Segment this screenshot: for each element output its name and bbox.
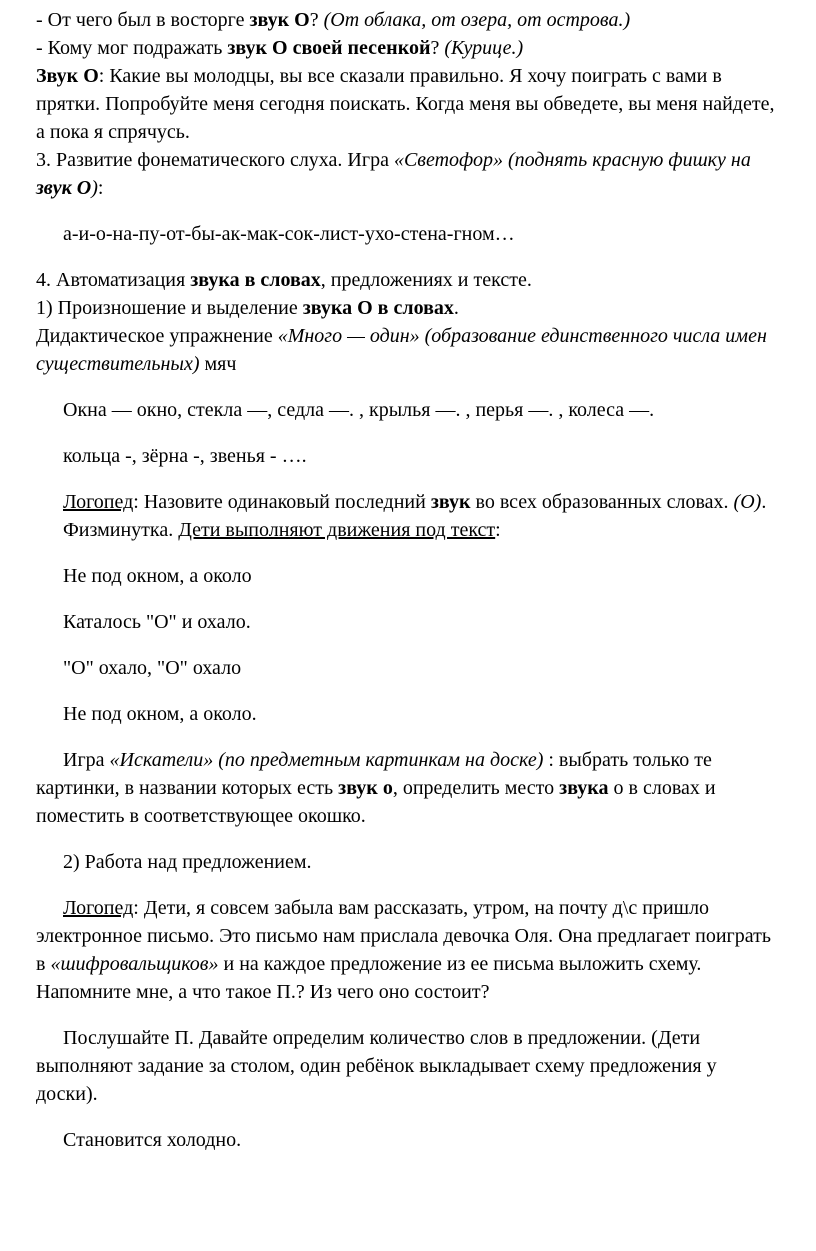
text-segment: (От облака, от озера, от острова.) <box>323 9 631 31</box>
text-segment: , предложениях и тексте. <box>320 269 532 291</box>
text-segment: Дети выполняют движения под текст <box>178 519 496 541</box>
text-segment: Логопед <box>63 897 134 919</box>
text-segment: Послушайте П. Давайте определим количество слов в предложении. (Дети выполняют задание за столом, один ребёнок выкладывает схему предложения у доски). <box>36 1027 717 1105</box>
paragraph <box>36 294 782 322</box>
paragraph <box>36 848 782 876</box>
text-segment: звука <box>559 777 609 799</box>
text-segment: : выбрать только те картинки, в названии которых есть <box>36 749 712 799</box>
text-segment: кольца -, зёрна -, звенья - …. <box>63 445 307 467</box>
paragraph <box>36 516 782 544</box>
text-segment: Дидактическое упражнение <box>36 325 278 347</box>
text-segment: Звук О <box>36 65 99 87</box>
paragraph <box>36 146 782 202</box>
text-segment: звука в словах <box>190 269 321 291</box>
text-segment: Не под окном, а около <box>63 565 252 587</box>
text-segment: а-и-о-на-пу-от-бы-ак-мак-сок-лист-ухо-стена-гном… <box>63 223 515 245</box>
paragraph <box>36 396 782 424</box>
text-segment: Каталось "О" и охало. <box>63 611 251 633</box>
paragraph <box>36 6 782 34</box>
text-segment: и на каждое предложение из ее письма выложить схему. Напомните мне, а что такое П.? Из чего оно состоит? <box>36 953 702 1003</box>
text-segment: "О" охало, "О" охало <box>63 657 242 679</box>
paragraph <box>36 488 782 516</box>
text-segment: ? <box>309 9 324 31</box>
paragraph <box>36 1024 782 1108</box>
text-segment: . <box>761 491 767 513</box>
paragraph <box>36 34 782 62</box>
paragraph <box>36 266 782 294</box>
text-segment: 2) Работа над предложением. <box>63 851 312 873</box>
text-segment: 4. Автоматизация <box>36 269 191 291</box>
paragraph <box>36 654 782 682</box>
text-segment: «Светофор» (поднять красную фишку на <box>393 149 751 171</box>
paragraph <box>36 1126 782 1154</box>
paragraph <box>36 220 782 248</box>
text-segment: ) <box>91 177 98 199</box>
text-segment: «Много — один» (образование единственного числа имен существительных) <box>36 325 767 375</box>
text-segment: «шифровальщиков» <box>50 953 219 975</box>
paragraph <box>36 894 782 1006</box>
text-segment: звук О своей песенкой <box>227 37 431 59</box>
paragraph <box>36 608 782 636</box>
paragraph <box>36 700 782 728</box>
text-segment: о в словах и поместить в соответствующее окошко. <box>36 777 716 827</box>
text-segment: «Искатели» (по предметным картинкам на доске) <box>109 749 544 771</box>
text-segment: Становится холодно. <box>63 1129 242 1151</box>
text-segment: - От чего был в восторге <box>36 9 250 31</box>
text-segment: : <box>495 519 501 541</box>
text-segment: . <box>453 297 459 319</box>
paragraph <box>36 322 782 378</box>
text-segment: звук о <box>338 777 393 799</box>
text-segment: : <box>97 177 104 199</box>
text-segment: во всех образованных словах. <box>470 491 734 513</box>
text-segment: мяч <box>199 353 237 375</box>
paragraph <box>36 562 782 590</box>
text-segment: (Курице.) <box>444 37 524 59</box>
text-segment: 1) Произношение и выделение <box>36 297 303 319</box>
text-segment: 3. Развитие фонематического слуха. Игра <box>36 149 394 171</box>
text-segment: звук <box>430 491 471 513</box>
text-segment: Физминутка. <box>63 519 179 541</box>
text-segment: : Дети, я совсем забыла вам рассказать, утром, на почту д\с пришло электронное письмо. Это письмо нам прислала девочка Оля. Она предлагает поиграть в <box>36 897 771 975</box>
paragraph <box>36 746 782 830</box>
text-segment: звук О <box>36 177 92 199</box>
text-segment: Не под окном, а около. <box>63 703 257 725</box>
paragraph <box>36 442 782 470</box>
text-segment: Логопед <box>63 491 134 513</box>
text-segment: , определить место <box>392 777 560 799</box>
text-segment: - Кому мог подражать <box>36 37 228 59</box>
text-segment: Окна — окно, стекла —, седла —. , крылья —. , перья —. , колеса —. <box>63 399 655 421</box>
text-segment: звук О <box>249 9 310 31</box>
paragraph <box>36 62 782 146</box>
text-segment: ? <box>430 37 445 59</box>
text-segment: (О) <box>733 491 762 513</box>
text-segment: : Какие вы молодцы, вы все сказали правильно. Я хочу поиграть с вами в прятки. Попробуйте меня сегодня поискать. Когда меня вы обведете, вы меня найдете, а пока я спрячусь. <box>36 65 775 143</box>
text-segment: : Назовите одинаковый последний <box>133 491 431 513</box>
text-segment: Игра <box>63 749 110 771</box>
text-segment: звука О в словах <box>302 297 454 319</box>
